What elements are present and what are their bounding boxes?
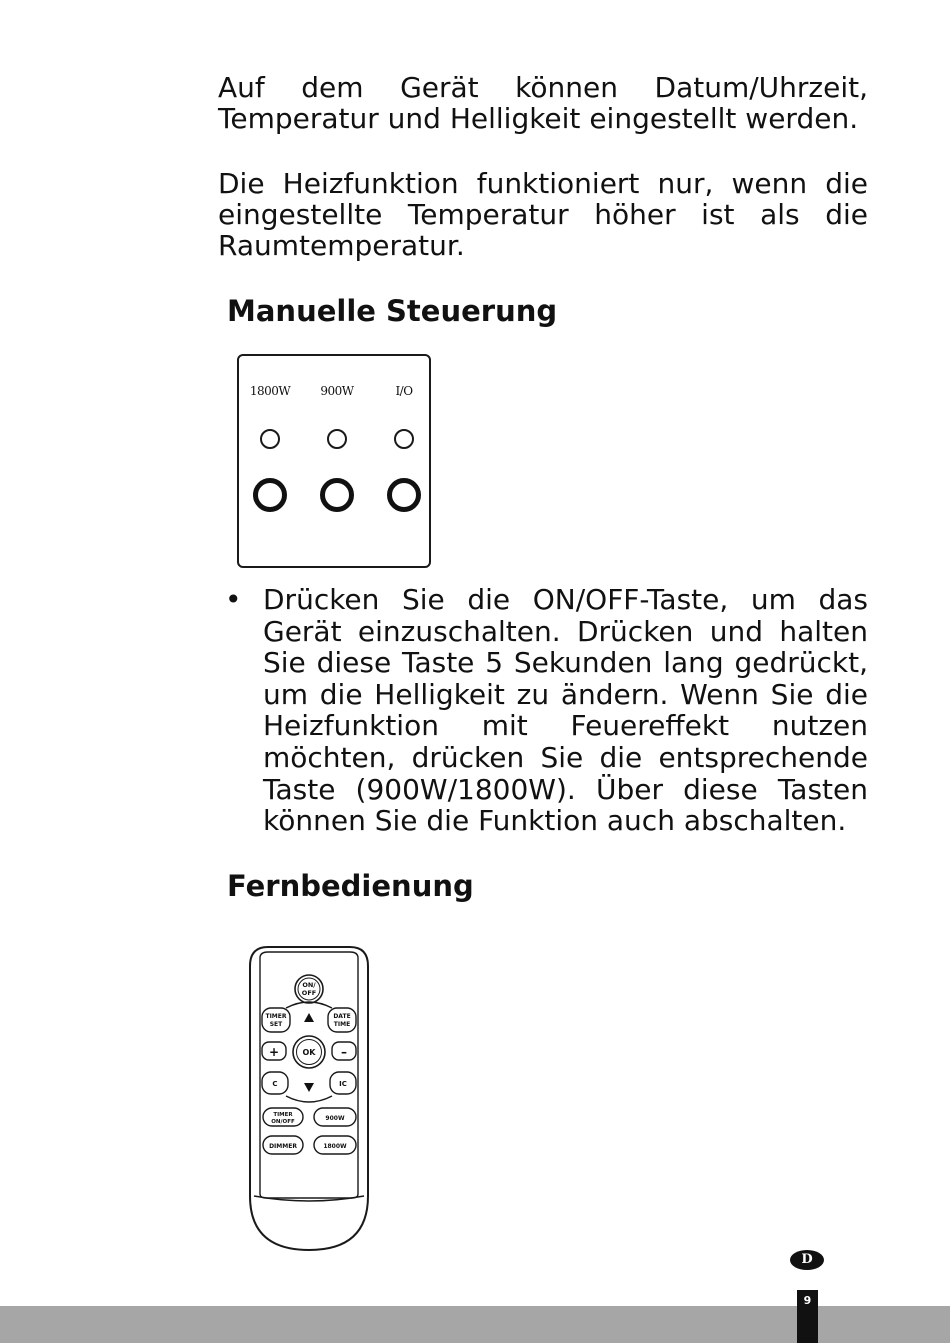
bullet-dot-icon: •	[225, 583, 242, 616]
minus-label: –	[341, 1045, 347, 1059]
remote-control-diagram	[246, 944, 372, 1256]
dimmer-label: DIMMER	[269, 1143, 297, 1150]
timer-onoff-label-2: ON/OFF	[271, 1119, 295, 1125]
intro-paragraph-2: Die Heizfunktion funktioniert nur, wenn die eingestellte Temperatur höher ist als die Raumtemperatur.	[218, 167, 868, 262]
language-badge: D	[790, 1250, 824, 1270]
remote-onoff-label-1: ON/	[302, 981, 316, 989]
control-panel-diagram	[237, 354, 431, 568]
indicator-light-io	[394, 429, 414, 449]
plus-label: +	[268, 1045, 280, 1059]
indicator-light-1800w	[260, 429, 280, 449]
instruction-text: Drücken Sie die ON/OFF-Taste, um das Gerät einzuschalten. Drücken und halten Sie diese Taste 5 Sekunden lang gedrückt, um die Helligkeit zu ändern. Wenn Sie die Heizfunktion mit Feuereffekt nutzen möchten, drücken Sie die entsprechende Taste (900W/1800W). Über diese Tasten können Sie die Funktion auch abschalten.	[263, 583, 868, 838]
remote-onoff-label-2: OFF	[301, 989, 317, 997]
panel-button-io	[387, 478, 421, 512]
ic-label: IC	[339, 1080, 347, 1088]
remote-timer-set-button	[262, 1008, 290, 1032]
date-time-label-2: TIME	[333, 1021, 351, 1028]
ok-label: OK	[302, 1048, 316, 1057]
900w-label: 900W	[325, 1115, 345, 1122]
date-time-label-1: DATE	[333, 1013, 351, 1020]
panel-label-900w: 900W	[320, 384, 354, 398]
timer-onoff-label-1: TIMER	[273, 1112, 293, 1118]
indicator-light-900w	[327, 429, 347, 449]
panel-button-900w	[320, 478, 354, 512]
panel-label-1800w: 1800W	[249, 384, 291, 398]
remote-date-time-button	[328, 1008, 356, 1032]
timer-set-label-1: TIMER	[265, 1013, 287, 1020]
page-number: 9	[797, 1290, 818, 1343]
down-arrow-icon	[304, 1083, 314, 1092]
1800w-label: 1800W	[323, 1143, 347, 1150]
panel-label-io: I/O	[395, 384, 413, 398]
up-arrow-icon	[304, 1013, 314, 1022]
panel-button-1800w	[253, 478, 287, 512]
timer-set-label-2: SET	[269, 1021, 283, 1028]
intro-paragraph-1: Auf dem Gerät können Datum/Uhrzeit, Temperatur und Helligkeit eingestellt werden.	[218, 71, 868, 135]
section-heading-remote-control: Fernbedienung	[227, 869, 474, 903]
c-label: C	[272, 1080, 278, 1088]
section-heading-manual-control: Manuelle Steuerung	[227, 294, 558, 328]
